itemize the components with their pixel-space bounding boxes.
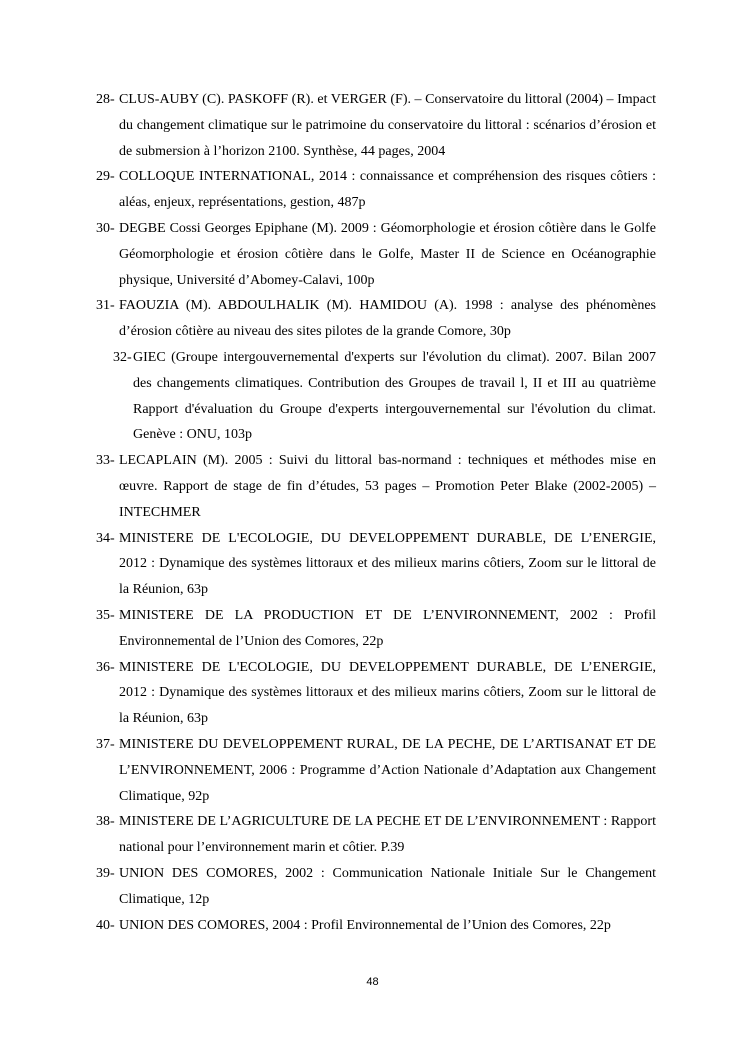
reference-number: 35- <box>96 607 115 623</box>
reference-item <box>96 164 656 216</box>
reference-item <box>96 809 656 861</box>
reference-number: 33- <box>96 453 115 469</box>
reference-text: MINISTERE DE L'ECOLOGIE, DU DEVELOPPEMENT DURABLE, DE L’ENERGIE, 2012 : Dynamique des systèmes littoraux et des milieux marins côtiers, Zoom sur le littoral de la Réunion, 63p <box>119 659 656 727</box>
reference-item <box>96 913 656 939</box>
reference-item <box>96 861 656 913</box>
reference-item <box>96 216 656 293</box>
reference-text: MINISTERE DE L'ECOLOGIE, DU DEVELOPPEMENT DURABLE, DE L’ENERGIE, 2012 : Dynamique des systèmes littoraux et des milieux marins côtiers, Zoom sur le littoral de la Réunion, 63p <box>119 530 656 598</box>
reference-number: 38- <box>96 814 115 830</box>
reference-number: 36- <box>96 659 115 675</box>
page-number: 48 <box>366 976 379 988</box>
reference-item <box>96 603 656 655</box>
reference-text: MINISTERE DE LA PRODUCTION ET DE L’ENVIRONNEMENT, 2002 : Profil Environnemental de l’Union des Comores, 22p <box>119 607 656 649</box>
reference-number: 39- <box>96 865 115 881</box>
reference-item <box>96 293 656 345</box>
reference-item <box>96 345 656 448</box>
reference-item <box>96 448 656 525</box>
reference-text: COLLOQUE INTERNATIONAL, 2014 : connaissance et compréhension des risques côtiers : aléas, enjeux, représentations, gestion, 487p <box>119 169 656 211</box>
reference-text: UNION DES COMORES, 2002 : Communication Nationale Initiale Sur le Changement Climatique, 12p <box>119 865 656 907</box>
reference-text: FAOUZIA (M). ABDOULHALIK (M). HAMIDOU (A). 1998 : analyse des phénomènes d’érosion côtière au niveau des sites pilotes de la grande Comore, 30p <box>119 298 656 340</box>
reference-text: GIEC (Groupe intergouvernemental d'experts sur l'évolution du climat). 2007. Bilan 2007 des changements climatiques. Contribution des Groupes de travail l, II et III au quatrième Rapport d'évaluation du Groupe d'experts intergouvernemental sur l'évolution du climat. Genève : ONU, 103p <box>133 349 656 443</box>
reference-text: MINISTERE DU DEVELOPPEMENT RURAL, DE LA PECHE, DE L’ARTISANAT ET DE L’ENVIRONNEMENT, 2006 : Programme d’Action Nationale d’Adaptation aux Changement Climatique, 92p <box>119 736 656 804</box>
reference-number: 30- <box>96 220 115 236</box>
reference-number: 34- <box>96 530 115 546</box>
reference-text: DEGBE Cossi Georges Epiphane (M). 2009 : Géomorphologie et érosion côtière dans le Golfe Géomorphologie et érosion côtière dans le Golfe, Master II de Science en Océanographie physique, Université d’Abomey-Calavi, 100p <box>119 220 656 288</box>
reference-text: CLUS-AUBY (C). PASKOFF (R). et VERGER (F). – Conservatoire du littoral (2004) – Impact du changement climatique sur le patrimoine du conservatoire du littoral : scénarios d’érosion et de submersion à l’horizon 2100. Synthèse, 44 pages, 2004 <box>119 92 656 159</box>
reference-number: 29- <box>96 169 115 185</box>
reference-number: 31- <box>96 298 115 314</box>
reference-number: 32- <box>113 349 132 365</box>
reference-item <box>96 526 656 603</box>
reference-number: 37- <box>96 736 115 752</box>
reference-text: MINISTERE DE L’AGRICULTURE DE LA PECHE ET DE L’ENVIRONNEMENT : Rapport national pour l’environnement marin et côtier. P.39 <box>119 814 656 856</box>
reference-item <box>96 732 656 809</box>
reference-number: 28- <box>96 92 115 107</box>
reference-item <box>96 655 656 732</box>
reference-number: 40- <box>96 917 115 933</box>
reference-text: UNION DES COMORES, 2004 : Profil Environnemental de l’Union des Comores, 22p <box>119 917 611 933</box>
reference-list <box>96 87 656 938</box>
reference-text: LECAPLAIN (M). 2005 : Suivi du littoral bas-normand : techniques et méthodes mise en œuvre. Rapport de stage de fin d’études, 53 pages – Promotion Peter Blake (2002-2005) – INTECHMER <box>119 453 656 520</box>
reference-item <box>96 87 656 164</box>
